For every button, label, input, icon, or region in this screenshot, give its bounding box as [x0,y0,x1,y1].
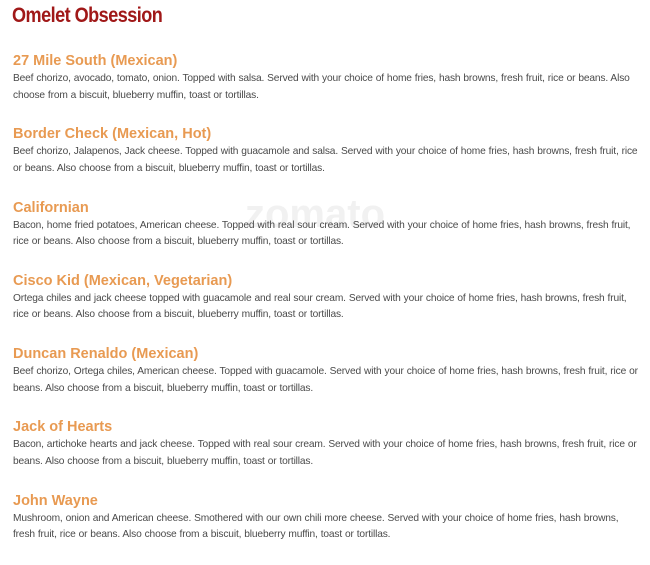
menu-item [13,272,638,345]
menu-item [13,199,638,272]
menu-item [13,52,638,125]
menu-item-name: John Wayne [13,492,98,509]
menu-item-description: Mushroom, onion and American cheese. Smothered with our own chili more cheese. Served with your choice of home fries, hash browns, fresh fruit, rice or beans. Also choose from a biscuit, blueberry muffin, toast or tortillas. [13,512,619,541]
menu-item-description: Bacon, home fried potatoes, American cheese. Topped with real sour cream. Served with your choice of home fries, hash browns, fresh fruit, rice or beans. Also choose from a biscuit, blueberry muffin, toast or tortillas. [13,219,631,248]
menu-item-description: Bacon, artichoke hearts and jack cheese. Topped with real sour cream. Served with your choice of home fries, hash browns, fresh fruit, rice or beans. Also choose from a biscuit, blueberry muffin, toast or tortillas. [13,439,637,467]
menu-list [13,52,638,565]
menu-item-name: Californian [13,199,89,216]
menu-item [13,492,638,565]
menu-item-description: Beef chorizo, Ortega chiles, American cheese. Topped with guacamole. Served with your choice of home fries, hash browns, fresh fruit, rice or beans. Also choose from a biscuit, blueberry muffin, toast or tortillas. [13,366,638,394]
page-title: Omelet Obsession [12,4,163,27]
menu-item-name: Cisco Kid (Mexican, Vegetarian) [13,272,233,289]
menu-item-name: Border Check (Mexican, Hot) [13,126,212,143]
menu-item [13,345,638,418]
menu-item [13,125,638,198]
menu-item-name: 27 Mile South (Mexican) [13,53,178,69]
menu-item-name: Jack of Hearts [13,419,113,436]
menu-item-description: Beef chorizo, Jalapenos, Jack cheese. Topped with guacamole and salsa. Served with your choice of home fries, hash browns, fresh fruit, rice or beans. Also choose from a biscuit, blueberry muffin, toast or tortillas. [13,146,638,174]
menu-item-description: Beef chorizo, avocado, tomato, onion. Topped with salsa. Served with your choice of home fries, hash browns, fresh fruit, rice or beans. Also choose from a biscuit, blueberry muffin, toast or tortillas. [13,73,630,101]
zomato-watermark: zomato [245,192,385,236]
menu-item-description: Ortega chiles and jack cheese topped with guacamole and real sour cream. Served with your choice of home fries, hash browns, fresh fruit, rice or beans. Also choose from a biscuit, blueberry muffin, toast or tortillas. [13,292,627,321]
menu-item-name: Duncan Renaldo (Mexican) [13,346,199,363]
menu-item [13,418,638,491]
